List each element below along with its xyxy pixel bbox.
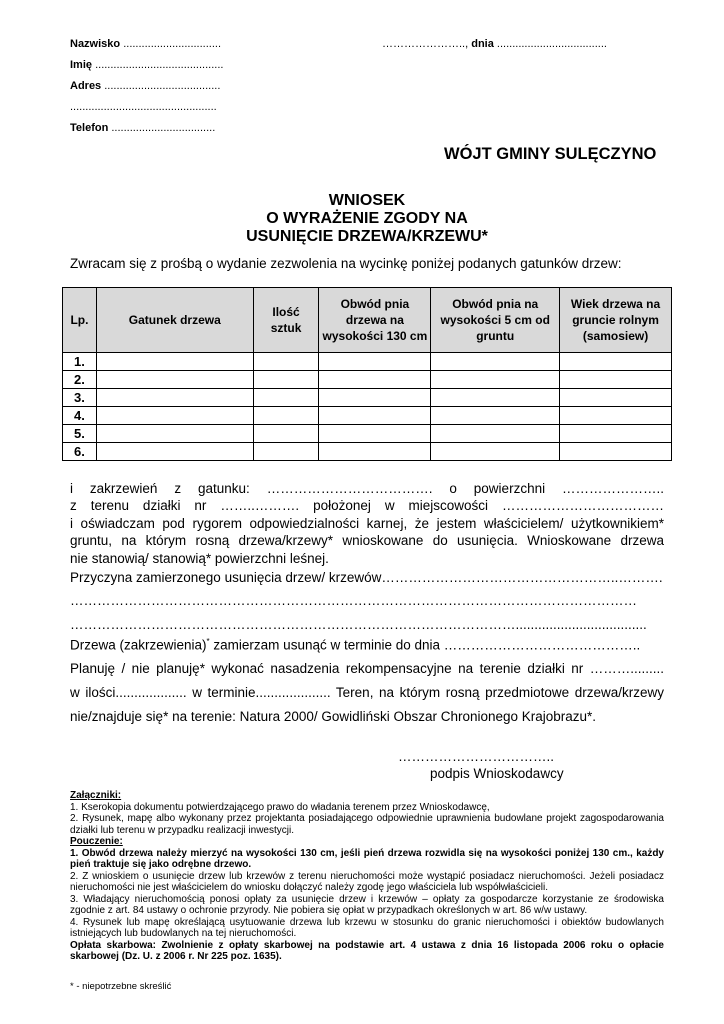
col-header-girth-130: Obwód pnia drzewa na wysokości 130 cm bbox=[319, 288, 431, 353]
cell-quantity[interactable] bbox=[253, 443, 319, 461]
body-line-6: Przyczyna zamierzonego usunięcia drzew/ krzewów……………………………………………..………. bbox=[70, 570, 663, 585]
cell-girth-130[interactable] bbox=[319, 407, 431, 425]
table-row bbox=[63, 389, 672, 407]
date-field[interactable]: .................................... bbox=[496, 38, 607, 50]
place-date-line bbox=[382, 38, 607, 50]
notes-section bbox=[70, 790, 664, 963]
cell-quantity[interactable] bbox=[253, 407, 319, 425]
instruction-item-2: 2. Z wnioskiem o usunięcie drzew lub krzewów z terenu nieruchomości może wystąpić posiadacz nieruchomości. Jeżeli posiadacz nieruchomości nie jest właścicielem do wniosku dołączyć należy zgodę jego właściciela lub współwłaścicieli. bbox=[70, 870, 664, 893]
surname-line bbox=[70, 38, 221, 50]
cell-age[interactable] bbox=[560, 353, 672, 371]
phone-line bbox=[70, 122, 215, 134]
title-line-2: O WYRAŻENIE ZGODY NA bbox=[266, 210, 468, 227]
body-line-8: ………………………………………………………………………………………................................... bbox=[70, 617, 647, 632]
attachment-item-1: 1. Kserokopia dokumentu potwierdzającego prawo do władania terenem przez Wnioskodawcę, bbox=[70, 801, 490, 813]
attachment-item-2: 2. Rysunek, mapę albo wykonany przez projektanta posiadającego odpowiednie uprawnienia budowlane projekt zagospodarowania działki lub terenu w przypadku realizacji inwestycji. bbox=[70, 813, 664, 836]
cell-girth-5[interactable] bbox=[431, 389, 560, 407]
cell-age[interactable] bbox=[560, 407, 672, 425]
body-line-12: nie/znajduje się* na terenie: Natura 2000/ Gowidliński Obszar Chronionego Krajobrazu*. bbox=[70, 709, 597, 724]
body-line-1: i zakrzewień z gatunku: ………………………………. o powierzchni ………………….. bbox=[70, 481, 664, 496]
table-header-row bbox=[63, 288, 672, 353]
row-number: 5. bbox=[63, 425, 97, 443]
instruction-item-4: 4. Rysunek lub mapę określającą usytuowanie drzewa lub krzewu w stosunku do granic nieruchomości i obiektów budowlanych istniejących lub budowlanych na tej nieruchomości. bbox=[70, 916, 664, 939]
cell-girth-130[interactable] bbox=[319, 443, 431, 461]
signature-label: podpis Wnioskodawcy bbox=[430, 766, 564, 781]
cell-age[interactable] bbox=[560, 371, 672, 389]
cell-species[interactable] bbox=[96, 425, 253, 443]
body-line-11: w ilości................... w terminie.................... Teren, na którym rosną przedmiotowe drzewa/krzewy bbox=[70, 685, 664, 700]
row-number: 1. bbox=[63, 353, 97, 371]
body-line-4: gruntu, na którym rosną drzewa/krzewy* wnioskowane do usunięcia. Wnioskowane drzewa bbox=[70, 533, 664, 548]
cell-girth-5[interactable] bbox=[431, 425, 560, 443]
title-line-3: USUNIĘCIE DRZEWA/KRZEWU* bbox=[246, 228, 488, 245]
name-label: Imię bbox=[70, 59, 93, 71]
cell-species[interactable] bbox=[96, 353, 253, 371]
date-label: dnia bbox=[471, 38, 494, 50]
trees-table bbox=[62, 287, 672, 461]
table-row bbox=[63, 371, 672, 389]
stamp-duty-note: Opłata skarbowa: Zwolnienie z opłaty skarbowej na podstawie art. 4 ustawa z dnia 16 listopada 2006 roku o opłacie skarbowej (Dz. U. z 2006 r. Nr 225 poz. 1635). bbox=[70, 939, 664, 962]
cell-girth-130[interactable] bbox=[319, 371, 431, 389]
cell-quantity[interactable] bbox=[253, 371, 319, 389]
cell-girth-5[interactable] bbox=[431, 407, 560, 425]
cell-girth-130[interactable] bbox=[319, 389, 431, 407]
col-header-quantity: Ilość sztuk bbox=[253, 288, 319, 353]
surname-label: Nazwisko bbox=[70, 38, 121, 50]
table-row bbox=[63, 353, 672, 371]
body-line-5: nie stanowią/ stanowią* powierzchni leśnej. bbox=[70, 551, 329, 566]
col-header-lp: Lp. bbox=[63, 288, 97, 353]
col-header-species: Gatunek drzewa bbox=[96, 288, 253, 353]
col-header-age: Wiek drzewa na gruncie rolnym (samosiew) bbox=[560, 288, 672, 353]
addressee: WÓJT GMINY SULĘCZYNO bbox=[444, 145, 657, 163]
cell-species[interactable] bbox=[96, 407, 253, 425]
instructions-heading: Pouczenie: bbox=[70, 836, 123, 847]
address-label: Adres bbox=[70, 80, 102, 92]
place-field[interactable]: ………………….., bbox=[382, 38, 469, 50]
address-line bbox=[70, 80, 220, 92]
table-row bbox=[63, 443, 672, 461]
body-line-7: ……………………………………………………………………………………………………………… bbox=[70, 593, 637, 608]
instruction-item-3: 3. Władający nieruchomością ponosi opłaty za usunięcie drzew i krzewów – opłaty za gospodarcze korzystanie ze środowiska zgodnie z art. 84 ustawy o ochronie przyrody. Nie pobiera się opłat w przypadkach określonych w art. 86 w/w ustawy. bbox=[70, 893, 664, 916]
attachments-heading: Załączniki: bbox=[70, 790, 122, 801]
signature-field[interactable]: …………………………….. bbox=[398, 749, 555, 764]
cell-girth-5[interactable] bbox=[431, 353, 560, 371]
cell-girth-130[interactable] bbox=[319, 425, 431, 443]
row-number: 3. bbox=[63, 389, 97, 407]
body-line-10: Planuję / nie planuję* wykonać nasadzenia rekompensacyjne na terenie działki nr ………......... bbox=[70, 661, 664, 676]
cell-species[interactable] bbox=[96, 443, 253, 461]
phone-field[interactable]: .................................. bbox=[111, 122, 216, 134]
removal-deadline-text: zamierzam usunąć w terminie do dnia …………………………………….. bbox=[209, 637, 641, 653]
cell-age[interactable] bbox=[560, 443, 672, 461]
cell-quantity[interactable] bbox=[253, 389, 319, 407]
cell-girth-130[interactable] bbox=[319, 353, 431, 371]
intro-text: Zwracam się z prośbą o wydanie zezwolenia na wycinkę poniżej podanych gatunków drzew: bbox=[70, 256, 622, 271]
footnote-mark: * bbox=[206, 637, 210, 646]
address-line-2[interactable]: ................................................ bbox=[70, 101, 217, 113]
body-line-9 bbox=[70, 637, 640, 653]
cell-age[interactable] bbox=[560, 389, 672, 407]
row-number: 2. bbox=[63, 371, 97, 389]
cell-quantity[interactable] bbox=[253, 425, 319, 443]
name-field[interactable]: .......................................... bbox=[95, 59, 224, 71]
cell-girth-5[interactable] bbox=[431, 371, 560, 389]
cell-species[interactable] bbox=[96, 389, 253, 407]
body-line-3: i oświadczam pod rygorem odpowiedzialności karnej, że jestem właścicielem/ użytkownikiem* bbox=[70, 516, 664, 531]
document-title bbox=[200, 192, 534, 246]
removal-text: Drzewa (zakrzewienia) bbox=[70, 637, 207, 653]
col-header-girth-5: Obwód pnia na wysokości 5 cm od gruntu bbox=[431, 288, 560, 353]
name-line bbox=[70, 59, 223, 71]
surname-field[interactable]: ................................ bbox=[123, 38, 221, 50]
row-number: 4. bbox=[63, 407, 97, 425]
table-row bbox=[63, 425, 672, 443]
row-number: 6. bbox=[63, 443, 97, 461]
cell-girth-5[interactable] bbox=[431, 443, 560, 461]
table-row bbox=[63, 407, 672, 425]
address-field[interactable]: ...................................... bbox=[104, 80, 221, 92]
cell-quantity[interactable] bbox=[253, 353, 319, 371]
footnote: * - niepotrzebne skreślić bbox=[70, 981, 172, 992]
cell-age[interactable] bbox=[560, 425, 672, 443]
body-line-2: z terenu działki nr ……..………. położonej w miejscowości ……………………………… bbox=[70, 498, 664, 513]
cell-species[interactable] bbox=[96, 371, 253, 389]
instruction-item-1: 1. Obwód drzewa należy mierzyć na wysokości 130 cm, jeśli pień drzewa rozwidla się na wysokości poniżej 130 cm., każdy pień traktuje się jako odrębne drzewo. bbox=[70, 847, 664, 870]
title-line-1: WNIOSEK bbox=[328, 192, 406, 209]
phone-label: Telefon bbox=[70, 122, 109, 134]
